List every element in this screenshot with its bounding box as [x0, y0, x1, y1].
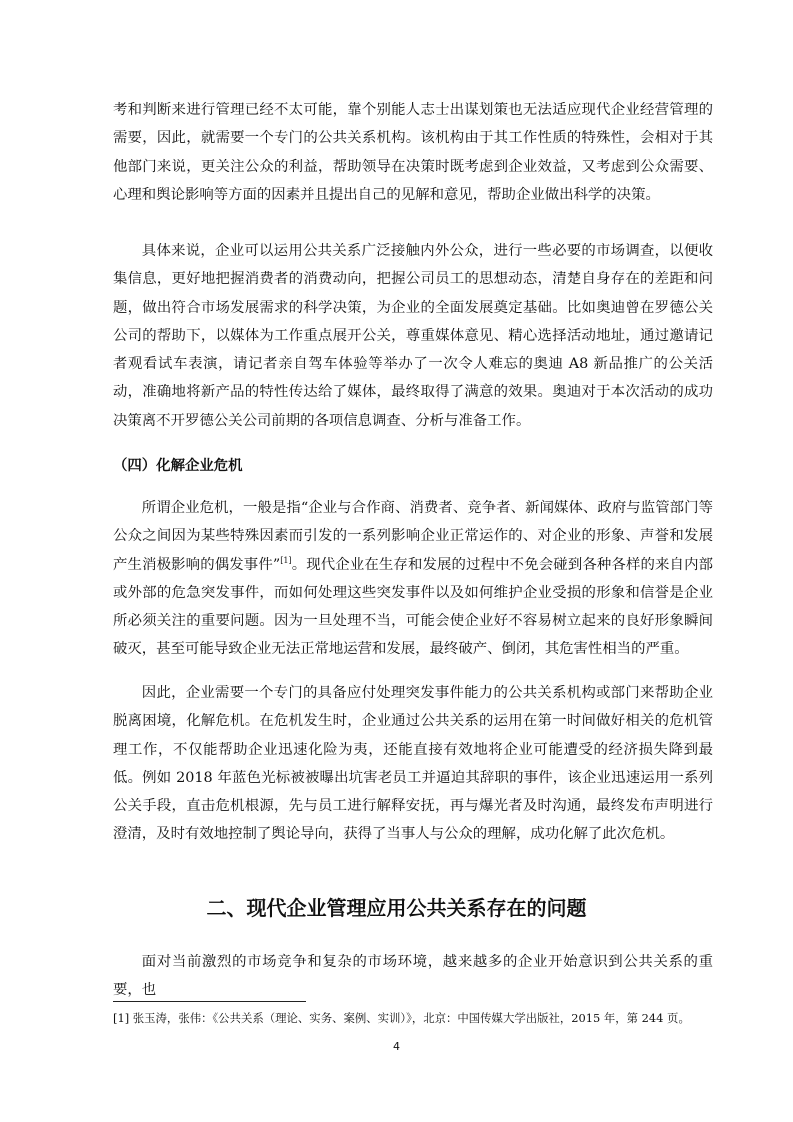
paragraph-3-text-b: 。现代企业在生存和发展的过程中不免会碰到各种各样的来自内部或外部的危急突发事件，而如何处理这些突发事件以及如何维护企业受损的形象和信誉是企业所必须关注的重要问题。因为一旦处理不当，可能会使企业好不容易树立起来的良好形象瞬间破灭，甚至可能导致企业无法正常地运营和发展，最终破产、倒闭，其危害性相当的严重。	[113, 556, 713, 658]
footnote-reference[interactable]: [1]	[280, 555, 292, 565]
body-paragraph-5: 面对当前激烈的市场竞争和复杂的市场环境，越来越多的企业开始意识到公共关系的重要，也	[113, 954, 713, 999]
body-paragraph-1: 考和判断来进行管理已经不太可能，靠个别能人志士出谋划策也无法适应现代企业经营管理的需要，因此，就需要一个专门的公共关系机构。该机构由于其工作性质的特殊性，会相对于其他部门来说，更关注公众的利益，帮助领导在决策时既考虑到企业效益，又考虑到公众需要、心理和舆论影响等方面的因素并且提出自己的见解和意见，帮助企业做出科学的决策。	[113, 102, 713, 203]
body-paragraph-3	[113, 494, 713, 664]
body-paragraph-2: 具体来说，企业可以运用公共关系广泛接触内外公众，进行一些必要的市场调查，以便收集信息，更好地把握消费者的消费动向，把握公司员工的思想动态，清楚自身存在的差距和问题，做出符合市场发展需求的科学决策，为企业的全面发展奠定基础。比如奥迪曾在罗德公关公司的帮助下，以媒体为工作重点展开公关，尊重媒体意见、精心选择活动地址，通过邀请记者观看试车表演，请记者亲自驾车体验等举办了一次令人难忘的奥迪 A8 新品推广的公关活动，准确地将新产品的特性传达给了媒体，最终取得了满意的效果。奥迪对于本次活动的成功决策离不开罗德公关公司前期的各项信息调查、分析与准备工作。	[113, 243, 713, 429]
section-heading: 二、现代企业管理应用公共关系存在的问题	[206, 896, 587, 920]
body-paragraph-4: 因此，企业需要一个专门的具备应付处理突发事件能力的公共关系机构或部门来帮助企业脱离困境，化解危机。在危机发生时，企业通过公共关系的运用在第一时间做好相关的危机管理工作，不仅能帮助企业迅速化险为夷，还能直接有效地将企业可能遭受的经济损失降到最低。例如 2018 年蓝色光标被被曝出坑害老员工并逼迫其辞职的事件，该企业迅速运用一系列公关手段，直击危机根源，先与员工进行解释安抚，再与爆光者及时沟通，最终发布声明进行澄清，及时有效地控制了舆论导向，获得了当事人与公众的理解，成功化解了此次危机。	[113, 685, 713, 843]
footnote: [1] 张玉涛，张伟：《公共关系（理论、实务、案例、实训）》，北京：中国传媒大学出版社，2015 年，第 244 页。	[113, 1011, 690, 1025]
page-number: 4	[393, 1040, 400, 1053]
paragraph-3-text-a: 所谓企业危机，一般是指“企业与合作商、消费者、竞争者、新闻媒体、政府与监管部门等公众之间因为某些特殊因素而引发的一系列影响企业正常运作的、对企业的形象、声誉和发展产生消极影响的偶发事件”	[113, 500, 713, 573]
subsection-heading: （四）化解企业危机	[113, 458, 243, 474]
footnote-divider	[113, 1001, 306, 1002]
